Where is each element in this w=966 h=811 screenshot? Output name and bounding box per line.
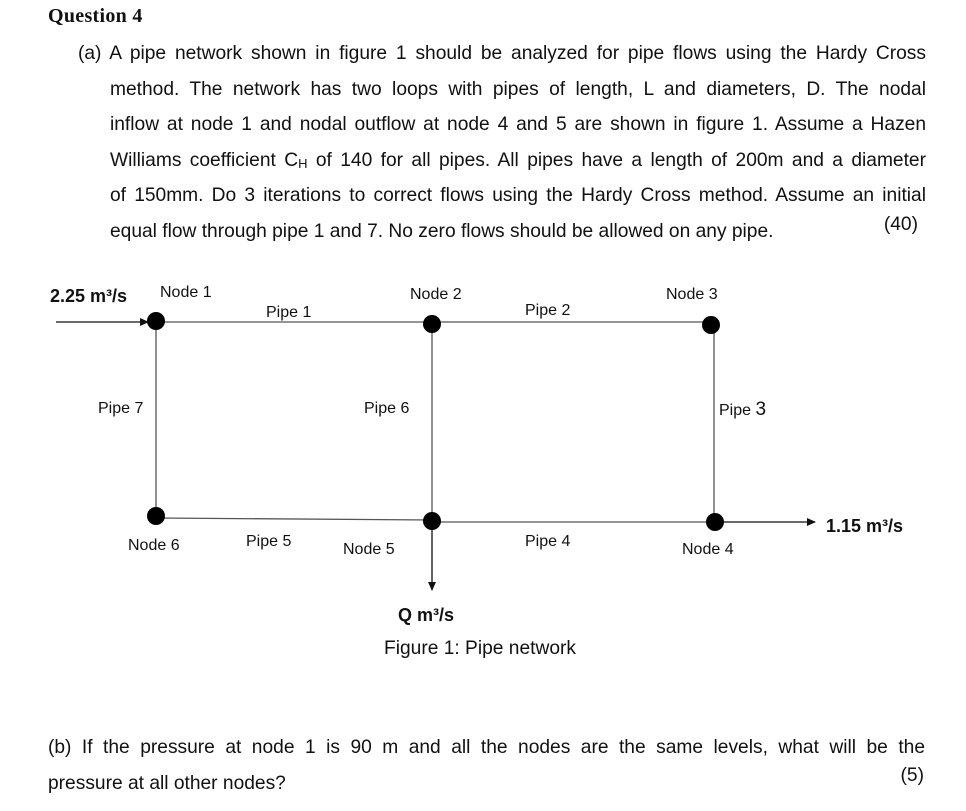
- part-a-line-1: (a) A pipe network shown in figure 1 should be analyzed for pipe flows using the Hardy Cross: [78, 43, 926, 64]
- node-6-marker: [147, 507, 165, 525]
- pipe-6-label: Pipe 6: [364, 400, 410, 417]
- pipe-2-label: Pipe 2: [525, 302, 571, 319]
- node-2-label: Node 2: [410, 286, 462, 303]
- part-b-line-1: (b) If the pressure at node 1 is 90 m and all the nodes are the same levels, what will be the: [48, 737, 925, 758]
- part-b-line-2: pressure at all other nodes?: [48, 772, 286, 794]
- node-1-marker: [147, 312, 165, 330]
- part-b-text: [48, 730, 925, 801]
- question-heading: Question 4: [48, 5, 143, 27]
- node-2-marker: [423, 315, 441, 333]
- pipe-1-label: Pipe 1: [266, 304, 312, 321]
- pipe-7-label: Pipe 7: [98, 400, 144, 417]
- part-a-line-4: [110, 143, 926, 179]
- part-b-marks: (5): [900, 765, 924, 786]
- node-3-label: Node 3: [666, 286, 718, 303]
- pipe-5-line: [156, 518, 432, 520]
- inflow-label: 2.25 m³/s: [50, 286, 128, 306]
- node-6-label: Node 6: [128, 537, 180, 554]
- part-a-line-5: of 150mm. Do 3 iterations to correct flows using the Hardy Cross method. Assume an initial: [110, 185, 926, 207]
- outflow-node-5-label: Q m³/s: [398, 605, 455, 625]
- node-5-label: Node 5: [343, 541, 395, 558]
- node-1-label: Node 1: [160, 284, 212, 301]
- node-5-marker: [423, 512, 441, 530]
- part-a-line-2: method. The network has two loops with pipes of length, L and diameters, D. The nodal: [110, 78, 926, 100]
- pipe-3-label: Pipe 3: [719, 399, 767, 420]
- node-4-label: Node 4: [682, 541, 734, 558]
- hazen-subscript: H: [298, 155, 308, 171]
- pipe-network-figure: [0, 260, 966, 640]
- part-a-line-4-end: of 140 for all pipes. All pipes have a length of 200m and a diameter: [307, 149, 926, 171]
- part-a-line-3: inflow at node 1 and nodal outflow at node 4 and 5 are shown in figure 1. Assume a Hazen: [110, 114, 926, 136]
- pipe-4-label: Pipe 4: [525, 533, 571, 550]
- outflow-node-4-label: 1.15 m³/s: [826, 516, 904, 536]
- part-a-line-4-start: Williams coefficient C: [110, 149, 299, 171]
- node-3-marker: [702, 316, 720, 334]
- part-a-text: [78, 36, 926, 250]
- node-4-marker: [706, 513, 724, 531]
- figure-caption: Figure 1: Pipe network: [384, 638, 576, 659]
- pipe-5-label: Pipe 5: [246, 533, 292, 550]
- part-a-line-6: equal flow through pipe 1 and 7. No zero flows should be allowed on any pipe.: [110, 220, 774, 242]
- part-a-marks: (40): [883, 214, 918, 235]
